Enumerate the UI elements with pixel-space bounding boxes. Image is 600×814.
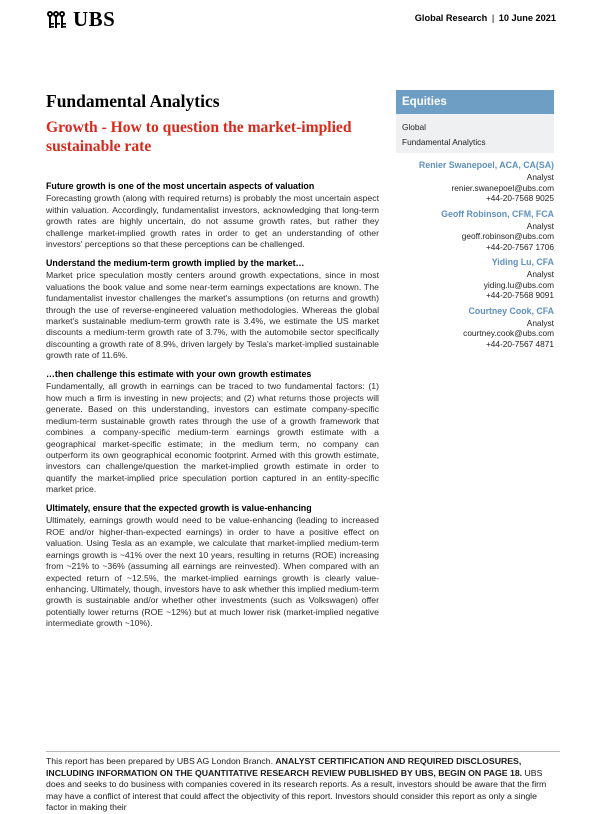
analyst-role: Analyst [526, 172, 554, 182]
footer-intro: This report has been prepared by UBS AG London Branch. [46, 756, 273, 766]
analyst-card [396, 159, 554, 204]
brand-name: UBS [73, 7, 116, 31]
analyst-email[interactable]: yiding.lu@ubs.com [483, 279, 554, 290]
section-heading: …then challenge this estimate with your own growth estimates [46, 368, 312, 379]
analyst-name: Renier Swanepoel, ACA, CA(SA) [418, 160, 554, 170]
analyst-phone: +44-20-7568 9025 [485, 193, 554, 203]
section-heading: Ultimately, ensure that the expected growth is value-enhancing [46, 502, 312, 513]
team-label: Fundamental Analytics [402, 137, 486, 147]
analyst-phone: +44-20-7568 9091 [485, 290, 554, 300]
report-header-info [415, 13, 556, 23]
analyst-email[interactable]: renier.swanepoel@ubs.com [451, 182, 554, 193]
page-title: Fundamental Analytics [46, 91, 220, 111]
research-label: Global Research [414, 13, 488, 23]
body-section [46, 503, 379, 630]
title-block [46, 91, 376, 156]
analyst-role: Analyst [526, 269, 554, 279]
analyst-role: Analyst [526, 317, 554, 328]
page-subtitle: Growth - How to question the market-implied sustainable rate [46, 119, 352, 155]
footer-text: UBS does and seeks to do business with companies covered in its research reports. As a result, investors should be aware that the firm may have a conflict of interest that could affect the objectivity of this report. Investors should consider this report as only a single factor in making their [46, 767, 547, 812]
analyst-card [396, 256, 554, 301]
analyst-name: Yiding Lu, CFA [491, 257, 554, 267]
analyst-email[interactable]: courtney.cook@ubs.com [463, 328, 554, 338]
analyst-email[interactable]: geoff.robinson@ubs.com [461, 231, 554, 241]
body-section [46, 181, 379, 251]
sidebar-meta [396, 114, 554, 153]
sidebar [396, 90, 554, 353]
footer-divider [46, 751, 560, 752]
body-section [46, 258, 379, 362]
keys-icon [45, 10, 67, 30]
section-heading: Understand the medium-term growth implied by the market… [46, 257, 305, 268]
analyst-list [396, 159, 554, 349]
disclosure-footer [46, 756, 560, 814]
analyst-role: Analyst [526, 220, 554, 231]
footer-disclosure-notice: ANALYST CERTIFICATION AND REQUIRED DISCLOSURES, INCLUDING INFORMATION ON THE QUANTITATIVE RESEARCH REVIEW PUBLISHED BY UBS, BEGIN ON PAGE 18. [46, 756, 523, 778]
analyst-phone: +44-20-7567 1706 [485, 241, 554, 252]
analyst-phone: +44-20-7567 4871 [485, 338, 554, 349]
section-text: Fundamentally, all growth in earnings can be traced to two fundamental factors: (1) how much a firm is investing in new projects; and (2) what returns those projects will generate. Based on this understanding, investors can estimate company-specific medium-term sustainable growth rates through the use of a growth framework that combines a company-specific medium-term earnings growth estimate with a geographical market-specific estimate; in the medium term, no company can outperform its own geographical economic footprint. Armed with this growth estimate, investors can challenge/question the market-implied growth estimate in order to quantify the market-implied price speculation portion captured in an entity-specific market price. [46, 381, 379, 495]
analyst-name: Geoff Robinson, CFM, FCA [441, 208, 554, 219]
analyst-name: Courtney Cook, CFA [468, 305, 554, 316]
body-section [46, 369, 379, 496]
section-text: Market price speculation mostly centers around growth expectations, since in most valuations the book value and some near-term earnings expectations are known. The fundamentalist investor challenges the market's assumptions (on returns and growth) through the use of reverse-engineered valuation methodologies. Whereas the global market's sustainable medium-term growth rate is 3.4%, we estimate the US market discounts a medium-term growth rate of 3.7%, with the automobile sector specifically discounting a growth rate of 8.9%, driven largely by Tesla's market-implied sustainable growth rate of 11.6%. [46, 270, 379, 361]
section-text: Forecasting growth (along with required returns) is probably the most uncertain aspect within valuation. Accordingly, fundamentalist investors, acknowledging that long-term growth rates are highly uncertain, do not assume growth rates, but rather they challenge market-implied growth rates in order to get an understanding of other investors' perceptions so that these perceptions can be challenged. [46, 193, 379, 250]
report-date: 10 June 2021 [498, 13, 556, 23]
region-label: Global [402, 122, 426, 132]
sector-banner: Equities [396, 90, 554, 114]
ubs-logo [45, 7, 115, 32]
analyst-card [396, 208, 554, 253]
report-body [46, 181, 379, 637]
section-text: Ultimately, earnings growth would need to be value-enhancing (leading to increased ROE and/or higher-than-expected earnings) in order to have a positive effect on valuation. Using Tesla as an example, we calculate that market-implied medium-term earnings growth is ~41% over the next 10 years, resulting in returns (ROE) increasing from ~21% to ~36% (assuming all earnings are reinvested). When compared with an expected return of ~12.5%, the market-implied earnings growth is clearly value-enhancing. Ultimately, though, investors have to ask whether this implied medium-term growth is sustainable and/or whether other investments (such as Volkswagen) offer potentially lower returns (ROE ~12%) but at much lower risk (market-implied negative intermediate growth ~10%). [46, 515, 380, 629]
header-separator: | [489, 13, 497, 23]
analyst-card [396, 305, 554, 350]
section-heading: Future growth is one of the most uncertain aspects of valuation [46, 181, 315, 191]
